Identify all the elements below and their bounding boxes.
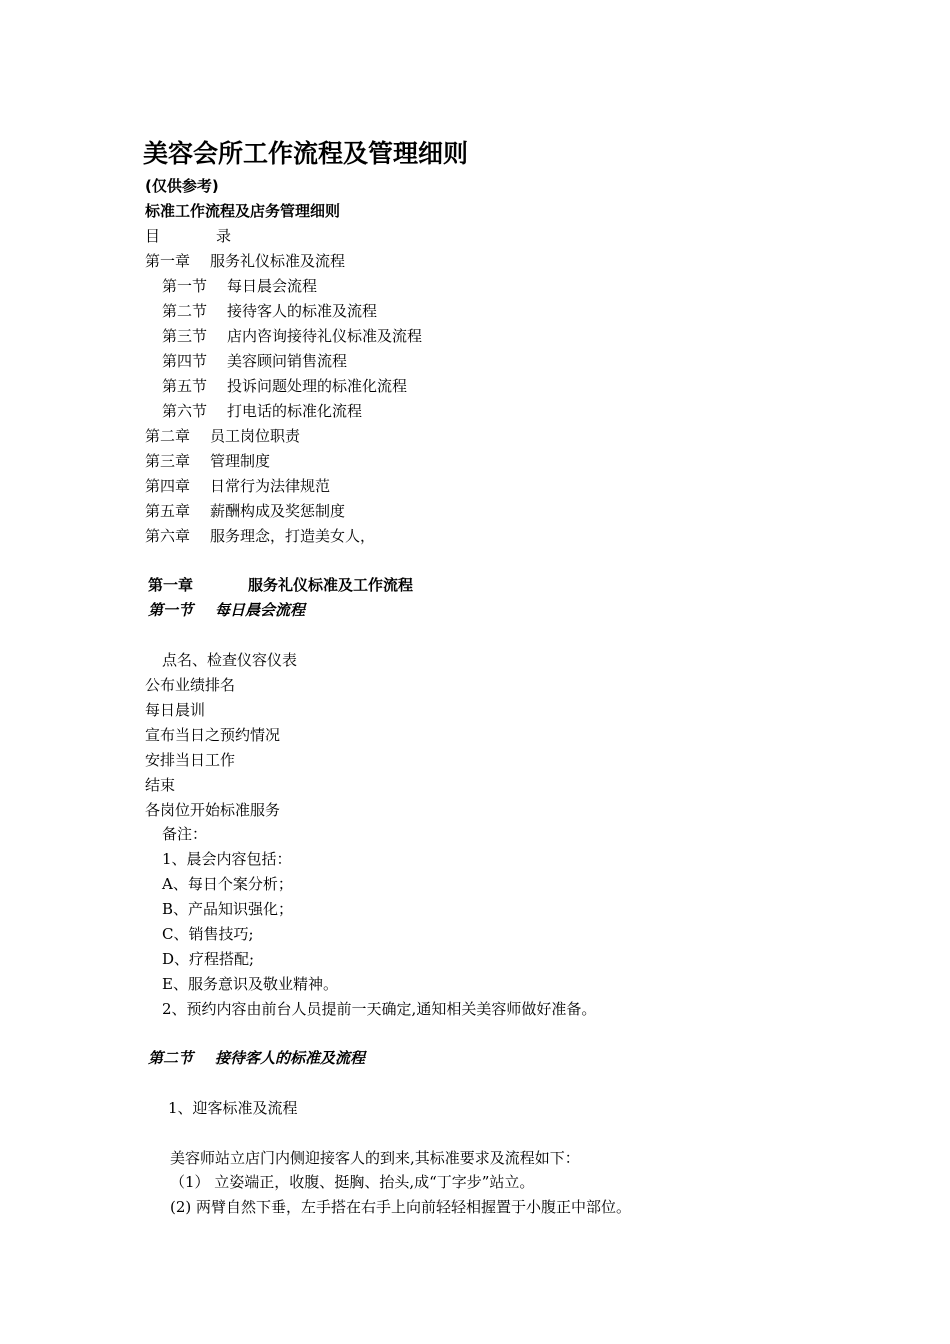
toc-label-b: 录 [216, 227, 232, 245]
document-subtitle: (仅供参考) [145, 177, 219, 195]
toc-label-a: 目 [145, 227, 161, 245]
toc-entry: 第一节 每日晨会流程 [162, 277, 318, 295]
list-item: 安排当日工作 [145, 751, 236, 769]
toc-entry: 第六章 服务理念，打造美女人， [145, 527, 376, 545]
list-item: 结束 [145, 776, 176, 794]
note-item: A、每日个案分析； [162, 875, 293, 893]
list-item: 公布业绩排名 [145, 676, 236, 694]
document-title: 美容会所工作流程及管理细则 [143, 139, 469, 168]
notes-label: 备注： [162, 825, 208, 843]
section-heading: 第一节 每日晨会流程 [148, 601, 306, 619]
paragraph: 美容师站立店门内侧迎接客人的到来,其标准要求及流程如下： [170, 1149, 580, 1167]
toc-entry: 第一章 服务礼仪标准及流程 [145, 252, 346, 270]
chapter-heading: 第一章 服务礼仪标准及工作流程 [148, 576, 414, 594]
toc-entry: 第二章 员工岗位职责 [145, 427, 301, 445]
list-item: 宣布当日之预约情况 [145, 726, 281, 744]
note-item: E、服务意识及敬业精神。 [162, 975, 338, 993]
note-item: 1、晨会内容包括： [162, 850, 292, 868]
subsection-heading: 1、迎客标准及流程 [168, 1099, 298, 1117]
toc-entry: 第五节 投诉问题处理的标准化流程 [162, 377, 408, 395]
list-item: （1） 立姿端正，收腹、挺胸、抬头,成“丁字步”站立。 [170, 1173, 535, 1191]
toc-entry: 第六节 打电话的标准化流程 [162, 402, 363, 420]
document-heading: 标准工作流程及店务管理细则 [145, 202, 341, 220]
toc-entry: 第五章 薪酬构成及奖惩制度 [145, 502, 346, 520]
note-item: 2、预约内容由前台人员提前一天确定,通知相关美容师做好准备。 [162, 1000, 597, 1018]
list-item: 各岗位开始标准服务 [145, 801, 281, 819]
toc-entry: 第四章 日常行为法律规范 [145, 477, 331, 495]
note-item: C、销售技巧; [162, 925, 254, 943]
list-item: (2) 两臂自然下垂，左手搭在右手上向前轻轻相握置于小腹正中部位。 [170, 1198, 632, 1216]
toc-entry: 第二节 接待客人的标准及流程 [162, 302, 378, 320]
toc-entry: 第三章 管理制度 [145, 452, 271, 470]
list-item: 点名、检查仪容仪表 [162, 651, 298, 669]
note-item: D、疗程搭配; [162, 950, 255, 968]
note-item: B、产品知识强化； [162, 900, 294, 918]
toc-entry: 第三节 店内咨询接待礼仪标准及流程 [162, 327, 423, 345]
list-item: 每日晨训 [145, 701, 206, 719]
section-heading: 第二节 接待客人的标准及流程 [148, 1049, 366, 1067]
toc-label [145, 226, 231, 246]
toc-entry: 第四节 美容顾问销售流程 [162, 352, 348, 370]
